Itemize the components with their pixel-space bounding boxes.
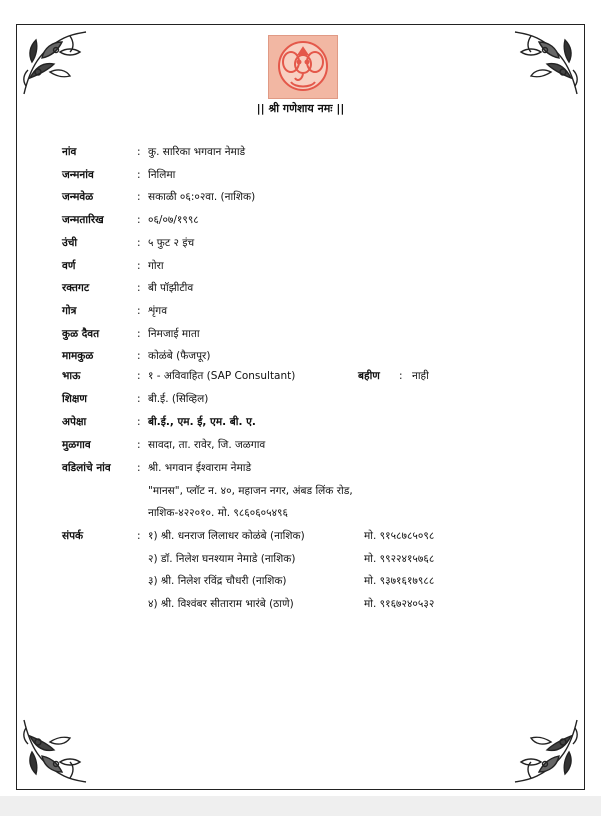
contact-phone: मो. ९१५८७८५०९८: [364, 530, 435, 542]
detail-label: जन्मतारिख: [62, 214, 104, 226]
native-place-label: मुळगाव: [62, 439, 91, 451]
father-name: श्री. भगवान ईश्वाराम नेमाडे: [148, 462, 252, 474]
detail-label: जन्मवेळ: [62, 191, 94, 203]
sister-label: बहीण: [358, 370, 380, 382]
separator: :: [137, 370, 141, 382]
separator: :: [137, 260, 141, 272]
separator: :: [137, 169, 141, 181]
detail-label: कुळ दैवत: [62, 328, 100, 340]
contact-label: संपर्क: [62, 530, 84, 542]
separator: :: [137, 439, 141, 451]
detail-value: सकाळी ०६:०२वा. (नाशिक): [148, 191, 256, 203]
detail-value: कोळंबे (फैजपूर): [148, 350, 211, 362]
detail-label: जन्मनांव: [62, 169, 94, 181]
floral-corner-icon: [20, 716, 90, 786]
separator: :: [137, 146, 141, 158]
detail-label: रक्तगट: [62, 282, 90, 294]
contact-name: ४) श्री. विश्वंबर सीताराम भारंबे (ठाणे): [148, 598, 294, 610]
bottom-strip: [0, 796, 601, 816]
brother-value: १ - अविवाहित (SAP Consultant): [148, 370, 296, 382]
expectation-value: बी.ई., एम. ई, एम. बी. ए.: [148, 416, 256, 428]
address-line-1: "मानस", प्लॉट न. ४०, महाजन नगर, अंबड लिंक रोड,: [148, 485, 353, 497]
education-value: बी.ई. (सिव्हिल): [148, 393, 209, 405]
detail-label: उंची: [62, 237, 78, 249]
separator: :: [137, 305, 141, 317]
separator: :: [137, 350, 141, 362]
separator: :: [137, 530, 141, 542]
native-place-value: सावदा, ता. रावेर, जि. जळगाव: [148, 439, 266, 451]
contact-name: १) श्री. धनराज लिलाधर कोळंबे (नाशिक): [148, 530, 305, 542]
address-line-2: नाशिक-४२२०१०. मो. ९८६०६०५४९६: [148, 507, 288, 519]
detail-value: निमजाई माता: [148, 328, 200, 340]
education-label: शिक्षण: [62, 393, 87, 405]
separator: :: [137, 462, 141, 474]
detail-value: बी पॉझीटीव: [148, 282, 194, 294]
contact-phone: मो. ९१६७२४०५३२: [364, 598, 435, 610]
detail-value: निलिमा: [148, 169, 176, 181]
contact-name: २) डॉ. निलेश घनश्याम नेमाडे (नाशिक): [148, 553, 296, 565]
detail-label: गोत्र: [62, 305, 77, 317]
floral-corner-icon: [511, 28, 581, 98]
separator: :: [399, 370, 403, 382]
brother-label: भाऊ: [62, 370, 81, 382]
invocation-heading: || श्री गणेशाय नमः ||: [256, 102, 345, 115]
separator: :: [137, 393, 141, 405]
separator: :: [137, 237, 141, 249]
separator: :: [137, 214, 141, 226]
detail-value: गोरा: [148, 260, 164, 272]
ganesha-icon: [269, 36, 337, 98]
expectation-label: अपेक्षा: [62, 416, 87, 428]
separator: :: [137, 416, 141, 428]
detail-label: वर्ण: [62, 260, 76, 272]
detail-value: ०६/०७/१९९८: [148, 214, 199, 226]
contact-name: ३) श्री. निलेश रविंद्र चौधरी (नाशिक): [148, 575, 287, 587]
detail-label: मामकुळ: [62, 350, 94, 362]
detail-value: कु. सारिका भगवान नेमाडे: [148, 146, 246, 158]
ganesha-emblem: [268, 35, 338, 99]
biodata-page: [16, 24, 585, 790]
father-label: वडिलांचे नांव: [62, 462, 111, 474]
detail-value: शृंगव: [148, 305, 168, 317]
floral-corner-icon: [20, 28, 90, 98]
detail-label: नांव: [62, 146, 77, 158]
floral-corner-icon: [511, 716, 581, 786]
sister-value: नाही: [412, 370, 429, 382]
separator: :: [137, 191, 141, 203]
separator: :: [137, 282, 141, 294]
contact-phone: मो. ९३७१६१७९८८: [364, 575, 435, 587]
detail-value: ५ फुट २ इंच: [148, 237, 195, 249]
contact-phone: मो. ९९२२४१५७६८: [364, 553, 435, 565]
separator: :: [137, 328, 141, 340]
